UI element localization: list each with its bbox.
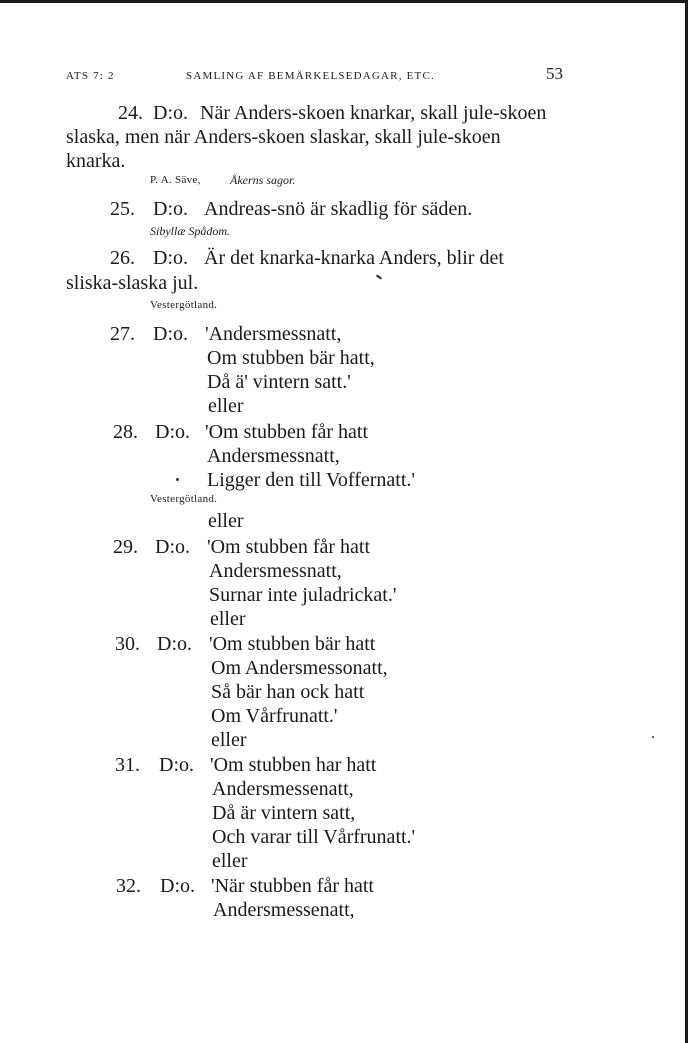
verse-line: 'Om stubben bär hatt xyxy=(209,633,376,655)
source-title: Sibyllæ Spådom. xyxy=(150,224,230,238)
ditto-mark: D:o. xyxy=(155,536,190,558)
ditto-mark: D:o. xyxy=(157,633,192,655)
verse-line: Andersmessnatt, xyxy=(209,560,342,582)
entry-text-line: Är det knarka-knarka Anders, blir det xyxy=(204,247,504,269)
entry-text-line: När Anders-skoen knarkar, skall jule-skoen xyxy=(200,102,547,124)
source-author: P. A. Säve, xyxy=(150,174,201,186)
entry-number: 29. xyxy=(113,536,138,558)
source-region: Vestergötland. xyxy=(150,299,218,311)
source-title: Åkerns sagor. xyxy=(230,173,296,187)
entry-number: 31. xyxy=(115,754,140,776)
entry-number: 32. xyxy=(116,875,141,897)
verse-line: Andersmessenatt, xyxy=(212,778,354,800)
header-left: ATS 7: 2 xyxy=(66,70,115,82)
verse-line: Om Vårfrunatt.' xyxy=(211,705,338,727)
ditto-mark: D:o. xyxy=(153,323,188,345)
entry-text-line: slaska, men när Anders-skoen slaskar, skall jule-skoen xyxy=(66,126,501,148)
verse-line: Om Andersmessonatt, xyxy=(211,657,388,679)
ink-dot xyxy=(652,736,654,738)
ditto-mark: D:o. xyxy=(155,421,190,443)
entry-number: 24. xyxy=(118,102,143,124)
verse-line: Om stubben bär hatt, xyxy=(207,347,375,369)
entry-number: 26. xyxy=(110,247,135,269)
entry-text-line: knarka. xyxy=(66,150,126,172)
entry-number: 25. xyxy=(110,198,135,220)
verse-line: Surnar inte juladrickat.' xyxy=(209,584,397,606)
page-top-border xyxy=(0,0,688,3)
verse-line: Ligger den till Voffernatt.' xyxy=(207,469,416,491)
verse-line: 'Om stubben har hatt xyxy=(210,754,377,776)
verse-line: Andersmessenatt, xyxy=(213,899,355,921)
ditto-mark: D:o. xyxy=(153,102,188,124)
eller-word: eller xyxy=(211,729,247,751)
entry-number: 28. xyxy=(113,421,138,443)
verse-line: Och varar till Vårfrunatt.' xyxy=(212,826,416,848)
entry-number: 30. xyxy=(115,633,140,655)
eller-word: eller xyxy=(208,395,244,417)
verse-line: Så bär han ock hatt xyxy=(211,681,365,703)
entry-number: 27. xyxy=(110,323,135,345)
header-title: SAMLING AF BEMÄRKELSEDAGAR, ETC. xyxy=(186,70,435,82)
verse-line: 'Om stubben får hatt xyxy=(205,421,369,443)
eller-word: eller xyxy=(212,850,248,872)
entry-text-line: Andreas-snö är skadlig för säden. xyxy=(204,198,473,220)
ditto-mark: D:o. xyxy=(159,754,194,776)
eller-word: eller xyxy=(210,608,246,630)
source-region: Vestergötland. xyxy=(150,493,218,505)
verse-line: Då är vintern satt, xyxy=(212,802,356,824)
ditto-mark: D:o. xyxy=(153,198,188,220)
verse-line: Då ä' vintern satt.' xyxy=(207,371,351,393)
verse-line: 'När stubben får hatt xyxy=(211,875,374,897)
verse-line: Andersmessnatt, xyxy=(207,445,340,467)
ink-dot xyxy=(176,478,179,481)
entry-text-line: sliska-slaska jul. xyxy=(66,272,199,294)
page-number: 53 xyxy=(546,64,563,83)
eller-word: eller xyxy=(208,510,244,532)
verse-line: 'Om stubben får hatt xyxy=(207,536,371,558)
ditto-mark: D:o. xyxy=(153,247,188,269)
ditto-mark: D:o. xyxy=(160,875,195,897)
ink-mark xyxy=(376,274,382,279)
verse-line: 'Andersmessnatt, xyxy=(205,323,342,345)
